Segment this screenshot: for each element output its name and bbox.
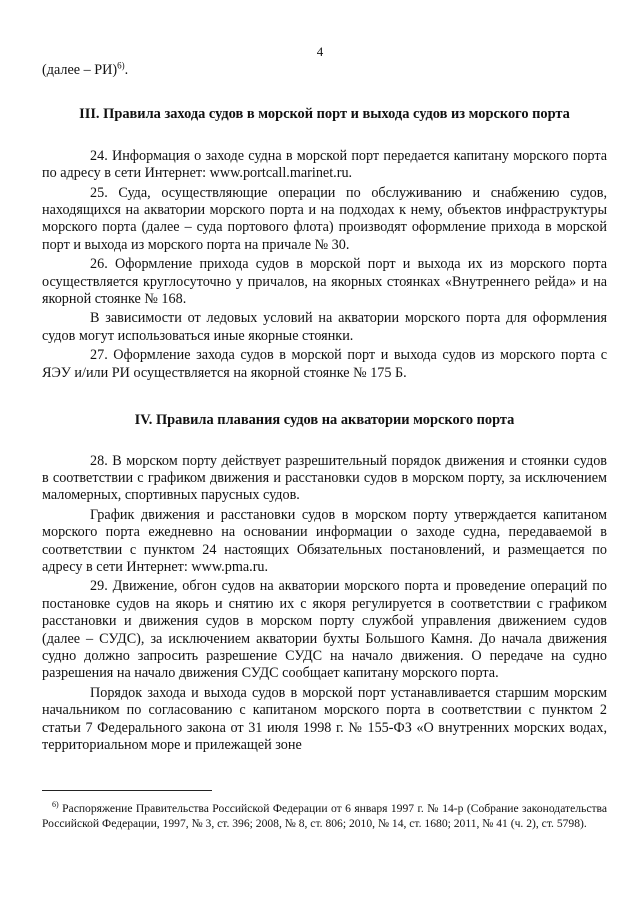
paragraph-26: 26. Оформление прихода судов в морской порт и выхода их из морского порта осуществляется круглосуточно у причалов, на якорных стоянках «Внутреннего рейда» и на якорной стоянке № 168. [42, 256, 607, 308]
page-number: 4 [316, 44, 324, 59]
paragraph-29-order: Порядок захода и выхода судов в морской порт устанавливается старшим морским начальником по согласованию с капитаном морского порта в соответствии с пунктом 2 статьи 7 Федерального закона от 31 июля 1998 г. № 155-ФЗ «О внутренних морских водах, территориальном море и прилежащей зоне [42, 684, 607, 753]
footnote-divider [42, 790, 212, 791]
section-4-heading: IV. Правила плавания судов на акватории морского порта [134, 412, 515, 429]
intro-line: (далее – РИ)$^{6)}$. [42, 60, 129, 78]
footnote-text: Распоряжение Правительства Российской Федерации от 6 января 1997 г. № 14-р (Собрание законодательства Российской Федерации, 1997, № 3, ст. 396; 2008, № 8, ст. 806; 2010, № 14, ст. 1680; 2011, № 41 (ч. 2), ст. 5798). [42, 802, 607, 830]
paragraph-28: 28. В морском порту действует разрешительный порядок движения и стоянки судов в соответствии с графиком движения и расстановки судов в морском порту, за исключением маломерных, спортивных парусных судов. [42, 452, 607, 504]
footnote-marker: 6) [52, 800, 59, 810]
paragraph-29: 29. Движение, обгон судов на акватории морского порта и проведение операций по постановке судов на якорь и снятию их с якоря регулируется в соответствии с графиком расстановки и движения судов в морском порту службой управления движением судов (далее – СУДС), за исключением акватории бухты Большого Камня. До начала движения судно должно запросить разрешение СУДС на начало движения. О передаче на судно разрешения на начало движения СУДС сообщает капитану морского порта. [42, 578, 607, 682]
paragraph-26-note: В зависимости от ледовых условий на акватории морского порта для оформления судов могут использоваться иные якорные стоянки. [42, 310, 607, 344]
document-body [42, 62, 607, 754]
paragraph-24: 24. Информация о заходе судна в морской порт передается капитану морского порта по адресу в сети Интернет: www.portcall.marinet.ru. [42, 147, 607, 182]
footnote-ref: 6) [117, 60, 125, 71]
paragraph-27: 27. Оформление захода судов в морской порт и выхода судов из морского порта с ЯЭУ и/или РИ осуществляется на якорной стоянке № 175 Б. [42, 347, 607, 381]
paragraph-28-schedule: График движения и расстановки судов в морском порту утверждается капитаном морского порта ежедневно на основании информации о заходе судна, передаваемой в соответствии с пунктом 24 настоящих Обязательных постановлений, и размещается по адресу в сети Интернет: www.pma.ru. [42, 506, 607, 575]
paragraph-25: 25. Суда, осуществляющие операции по обслуживанию и снабжению судов, находящихся на акватории морского порта и на подходах к нему, объектов инфраструктуры морского порта (далее – суда портового флота) производят оформление прихода в морской порт и выхода из морского порта на причале № 30. [42, 184, 607, 253]
footnote [42, 801, 607, 831]
section-3-heading: III. Правила захода судов в морской порт и выхода судов из морского порта [79, 106, 570, 123]
